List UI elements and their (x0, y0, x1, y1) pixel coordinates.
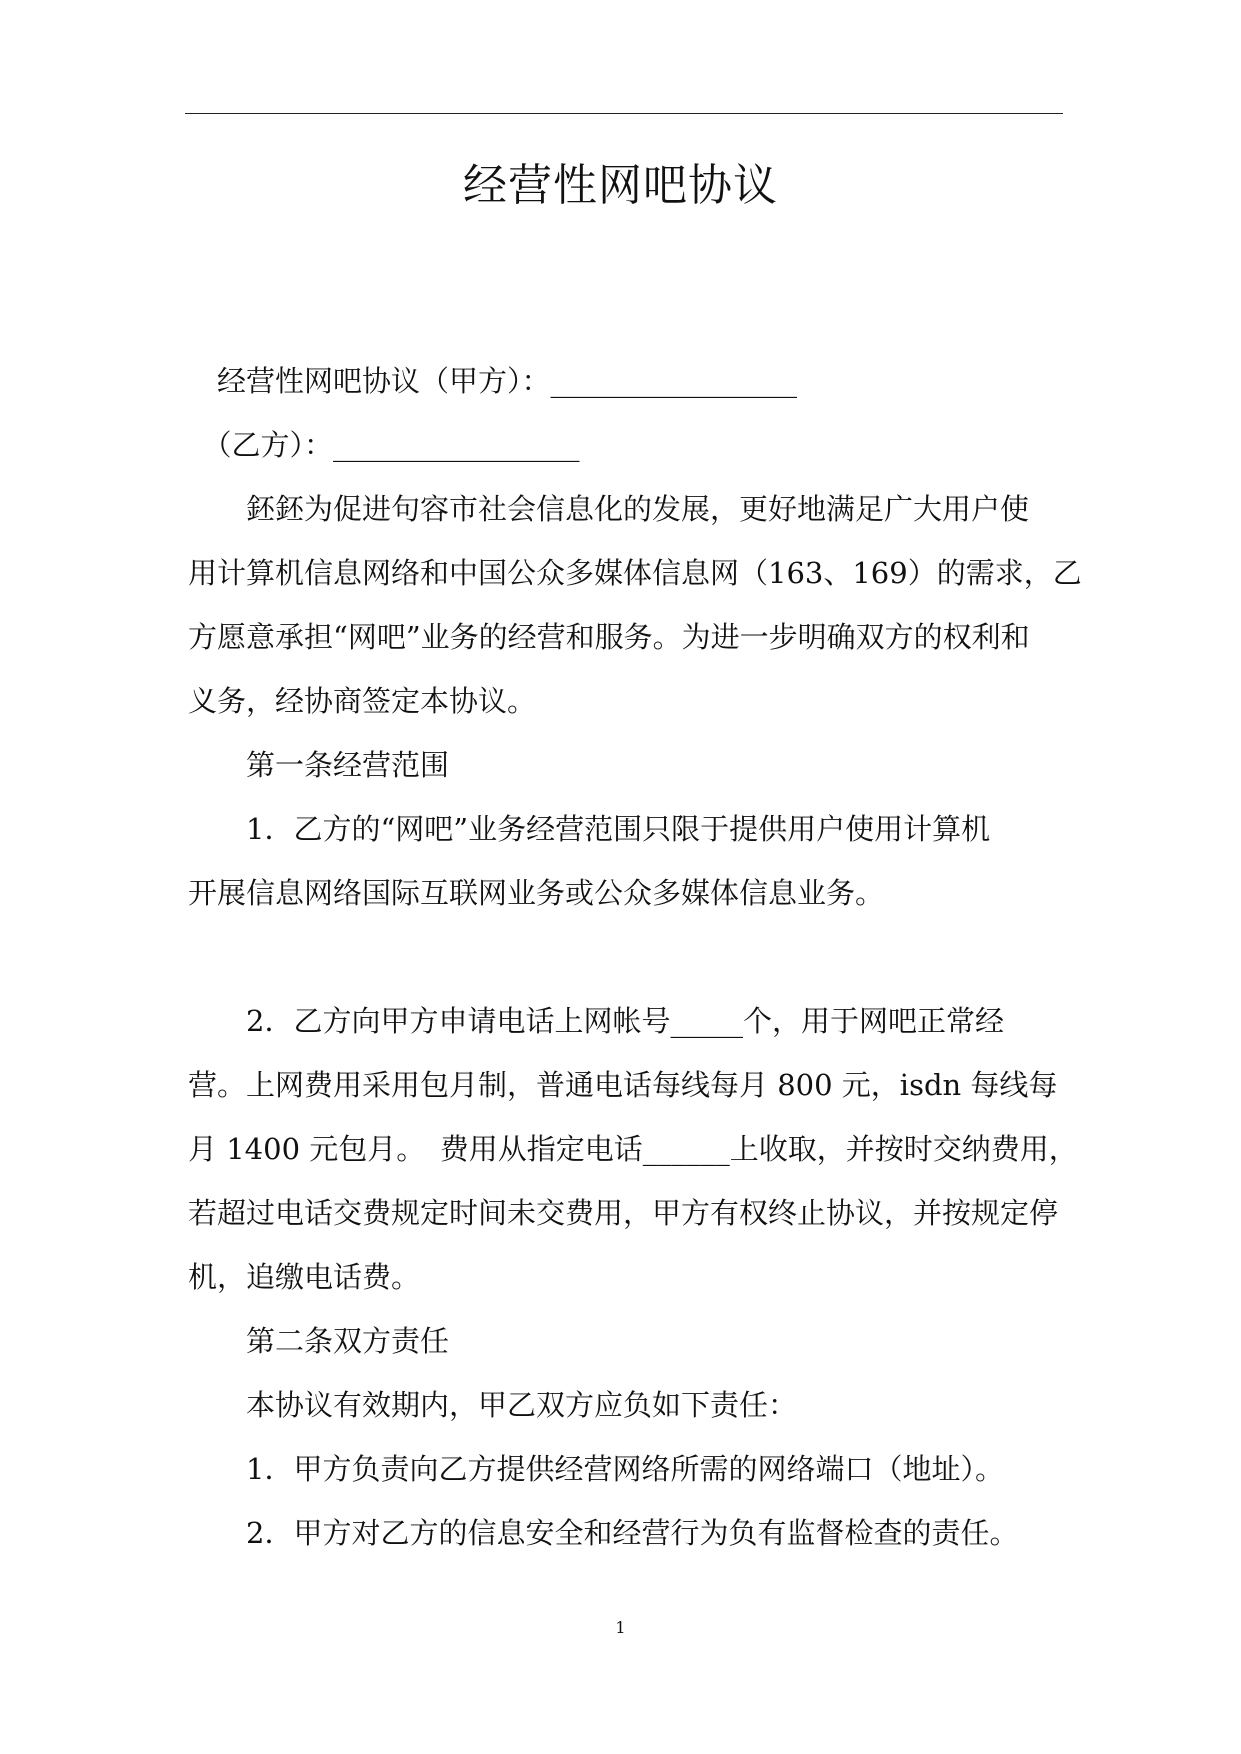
paragraph-line: 2．甲方对乙方的信息安全和经营行为负有监督检查的责任。 (188, 1516, 1019, 1550)
paragraph-line: 鉟鉟为促进句容市社会信息化的发展，更好地满足广大用户使 (188, 492, 1030, 526)
document-title: 经营性网吧协议 (463, 160, 778, 211)
paragraph-line: 用计算机信息网络和中国公众多媒体信息网（163、169）的需求，乙 (188, 556, 1082, 590)
paragraph-line: 1．甲方负责向乙方提供经营网络所需的网络端口（地址）。 (188, 1452, 1004, 1486)
section-heading: 第二条双方责任 (188, 1324, 450, 1358)
paragraph-line: 营。上网费用采用包月制，普通电话每线每月 800 元，isdn 每线每 (188, 1068, 1058, 1102)
paragraph-line: 开展信息网络国际互联网业务或公众多媒体信息业务。 (188, 876, 885, 910)
paragraph-line: 本协议有效期内，甲乙双方应负如下责任： (188, 1388, 798, 1422)
paragraph-line: 月 1400 元包月。 费用从指定电话______上收取，并按时交纳费用， (188, 1132, 1078, 1166)
page-number: 1 (615, 1618, 626, 1637)
section-heading: 第一条经营范围 (188, 748, 450, 782)
paragraph-line: 机，追缴电话费。 (188, 1260, 421, 1294)
paragraph-line: 2．乙方向甲方申请电话上网帐号_____个，用于网吧正常经 (188, 1004, 1004, 1038)
paragraph-line: 义务，经协商签定本协议。 (188, 684, 537, 718)
paragraph-line: 若超过电话交费规定时间未交费用，甲方有权终止协议，并按规定停 (188, 1196, 1059, 1230)
header-rule (185, 113, 1063, 114)
party-a-line: 经营性网吧协议（甲方）：_________________ (188, 364, 798, 398)
paragraph-line: 1．乙方的“网吧”业务经营范围只限于提供用户使用计算机 (188, 812, 991, 846)
party-b-line: （乙方）：_________________ (188, 428, 580, 462)
paragraph-line: 方愿意承担“网吧”业务的经营和服务。为进一步明确双方的权利和 (188, 620, 1030, 654)
